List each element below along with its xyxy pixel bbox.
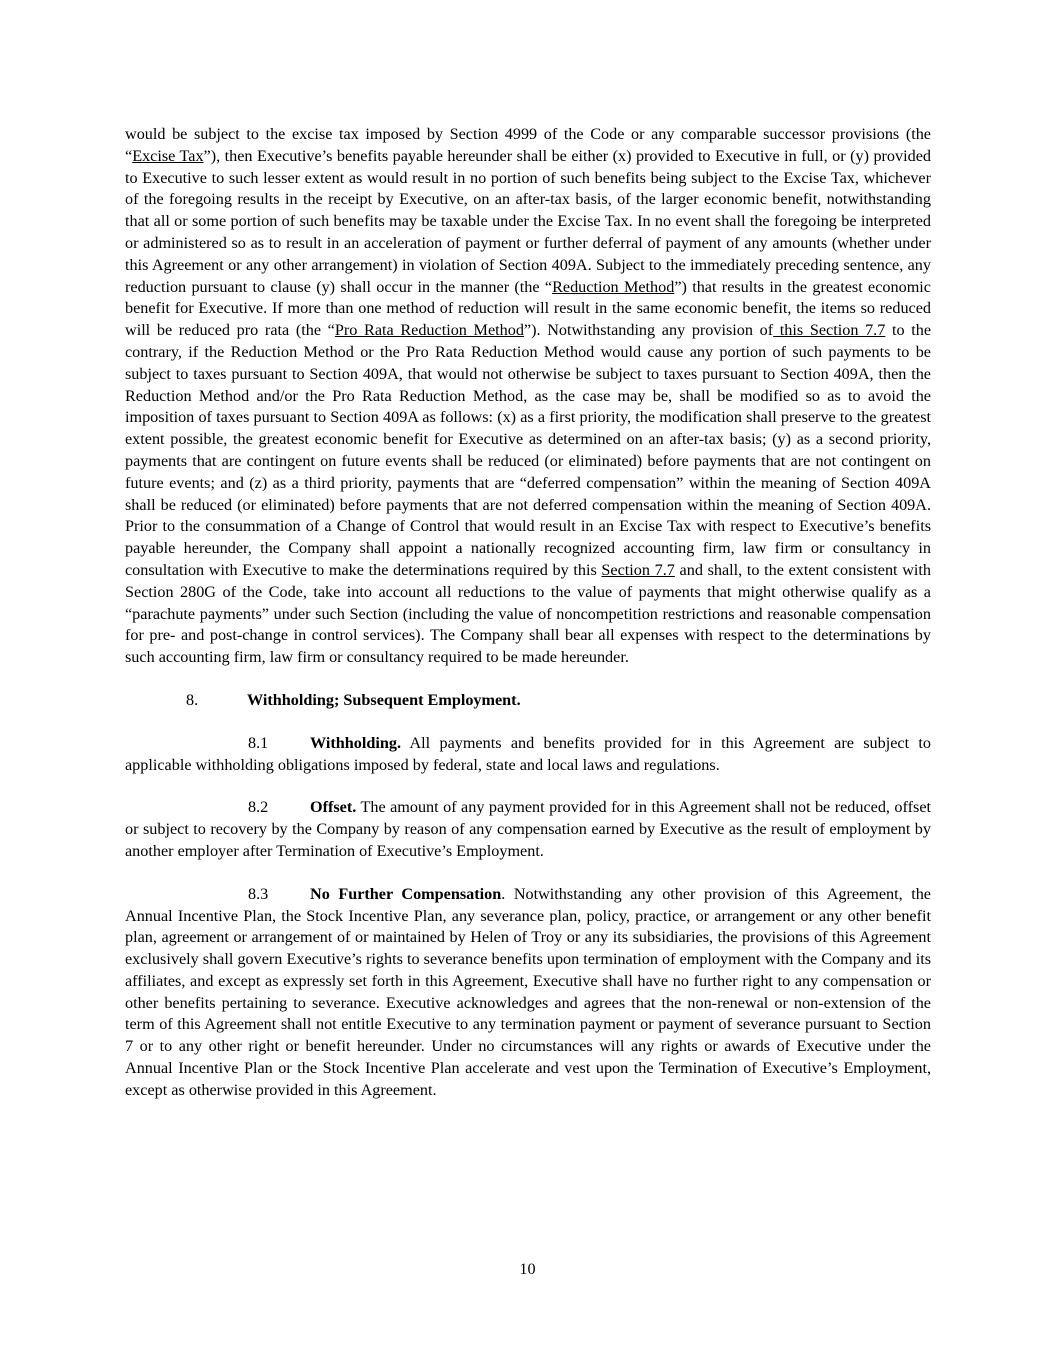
section-text: The amount of any payment provided for in this Agreement shall not be reduced, offset or subject to recovery by the Company by reason of any compensation earned by Executive as the result of employment by another employer after Termination of Executive’s Employment. <box>125 798 931 860</box>
section-text: All payments and benefits provided for in this Agreement are subject to applicable withholding obligations imposed by federal, state and local laws and regulations. <box>125 733 931 774</box>
section-8-1-paragraph <box>125 733 931 777</box>
section-title: Withholding; Subsequent Employment. <box>247 690 521 709</box>
paragraph-section-7-7-continued <box>125 124 931 669</box>
section-number: 8. <box>186 690 199 709</box>
section-title: Withholding. <box>310 733 402 752</box>
section-8-2-paragraph <box>125 797 931 862</box>
section-reference-7-7: this Section 7.7 <box>773 321 886 340</box>
section-text: . Notwithstanding any other provision of this Agreement, the Annual Incentive Plan, the Stock Incentive Plan, any severance plan, policy, practice, or arrangement or any other benefit plan, agreement or arrangement of or maintained by Helen of Troy or any its subsidiaries, the provisions of this Agreement exclusively shall govern Executive’s rights to severance benefits upon termination of employment with the Company and its affiliates, and except as expressly set forth in this Agreement, Executive shall have no further right to any compensation or other benefits pertaining to severance. Executive acknowledges and agrees that the non-renewal or non-extension of the term of this Agreement shall not entitle Executive to any termination payment or payment of severance pursuant to Section 7 or to any other right or benefit hereunder. Under no circumstances will any rights or awards of Executive under the Annual Incentive Plan or the Stock Incentive Plan accelerate and vest upon the Termination of Executive’s Employment, except as otherwise provided in this Agreement. <box>125 884 931 1099</box>
section-8-heading <box>125 690 931 712</box>
defined-term-excise-tax: Excise Tax <box>132 146 204 165</box>
section-title: Offset. <box>310 798 357 817</box>
page-number: 10 <box>519 1260 536 1278</box>
defined-term-pro-rata-reduction-method: Pro Rata Reduction Method <box>334 321 524 340</box>
defined-term-reduction-method: Reduction Method <box>552 277 675 296</box>
text-run: ”) that results in the greatest economic benefit for Executive. If more than one method of reduction will result in the same economic benefit, the items so reduced will be reduced pro rata (the “ <box>125 277 931 340</box>
text-run: would be subject to the excise tax imposed by Section 4999 of the Code or any comparable successor provisions (the “ <box>125 125 931 165</box>
text-run: to the contrary, if the Reduction Method or the Pro Rata Reduction Method would cause any portion of such payments to be subject to taxes pursuant to Section 409A, that would not otherwise be subject to taxes pursuant to Section 409A, then the Reduction Method and/or the Pro Rata Reduction Method, as the case may be, shall be modified so as to avoid the imposition of taxes pursuant to Section 409A as follows: (x) as a first priority, the modification shall preserve to the greatest extent possible, the greatest economic benefit for Executive as determined on an after-tax basis; (y) as a second priority, payments that are contingent on future events shall be reduced (or eliminated) before payments that are not contingent on future events; and (z) as a third priority, payments that are “deferred compensation” within the meaning of Section 409A shall be reduced (or eliminated) before payments that are not deferred compensation within the meaning of Section 409A. Prior to the consummation of a Change of Control that would result in an Excise Tax with respect to Executive’s benefits payable hereunder, the Company shall appoint a nationally recognized accounting firm, law firm or consultancy in consultation with Executive to make the determinations required by this <box>125 321 932 579</box>
section-reference-7-7: Section 7.7 <box>601 560 675 579</box>
section-number: 8.3 <box>248 884 269 903</box>
text-run: ”). Notwithstanding any provision of <box>523 321 774 340</box>
section-number: 8.1 <box>248 733 269 752</box>
document-body <box>125 124 931 1102</box>
section-8-3-paragraph <box>125 884 931 1102</box>
text-run: ”), then Executive’s benefits payable hereunder shall be either (x) provided to Executive in full, or (y) provided to Executive to such lesser extent as would result in no portion of such benefits being subject to the Excise Tax, whichever of the foregoing results in the receipt by Executive, on an after-tax basis, of the larger economic benefit, notwithstanding that all or some portion of such benefits may be taxable under the Excise Tax. In no event shall the foregoing be interpreted or administered so as to result in an acceleration of payment or further deferral of payment of any amounts (whether under this Agreement or any other arrangement) in violation of Section 409A. Subject to the immediately preceding sentence, any reduction pursuant to clause (y) shall occur in the manner (the “ <box>125 146 931 296</box>
section-title: No Further Compensation <box>310 884 502 903</box>
section-number: 8.2 <box>248 798 269 817</box>
text-run: and shall, to the extent consistent with Section 280G of the Code, take into account all reductions to the value of payments that might otherwise qualify as a “parachute payments” under such Section (including the value of noncompetition restrictions and reasonable compensation for pre- and post-change in control services). The Company shall bear all expenses with respect to the determinations by such accounting firm, law firm or consultancy required to be made hereunder. <box>125 560 931 667</box>
